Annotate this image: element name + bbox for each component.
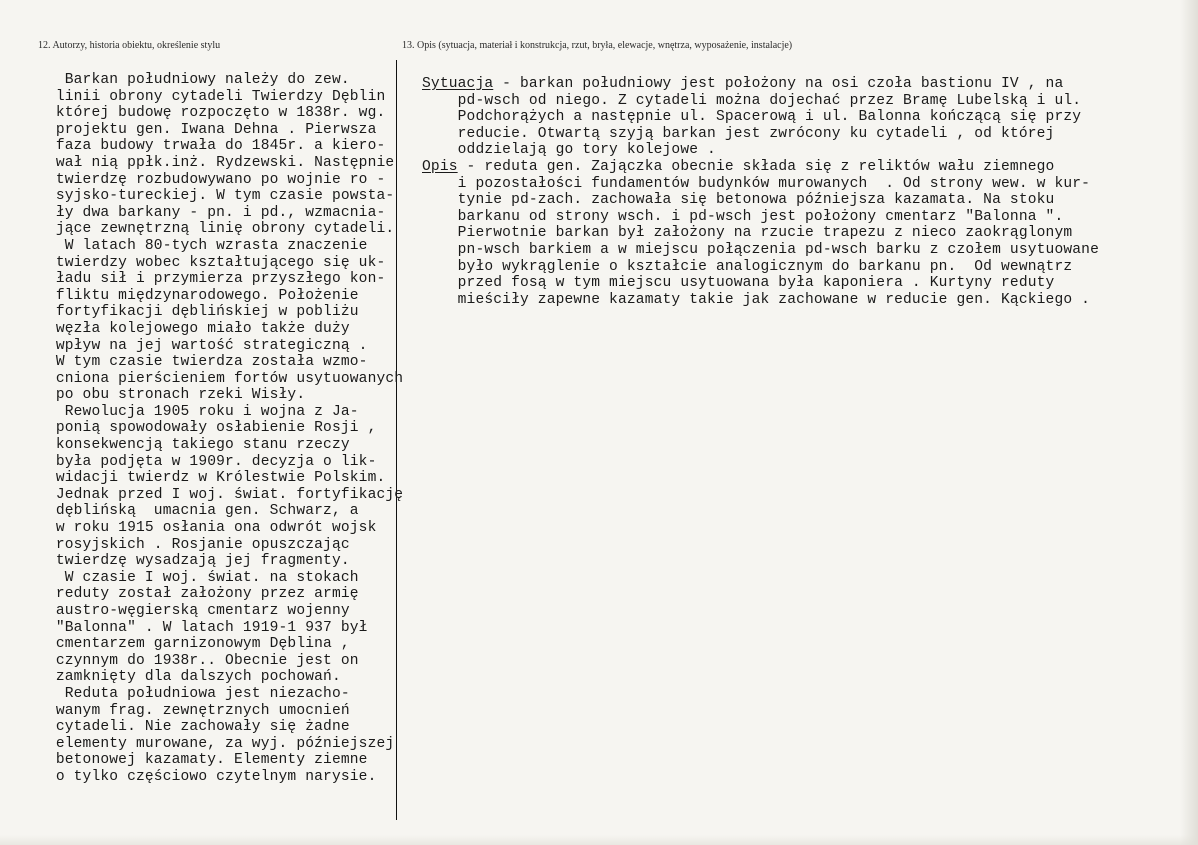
history-text-line: faza budowy trwała do 1845r. a kiero-: [38, 138, 386, 155]
history-text-line: czynnym do 1938r.. Obecnie jest on: [38, 652, 359, 669]
description-text-line: [422, 292, 1182, 309]
description-text-line: [422, 159, 1182, 176]
description-text: mieściły zapewne kazamaty takie jak zachowane w reducie gen. Kąckiego .: [422, 291, 1091, 308]
description-text-line: [422, 209, 1182, 226]
description-text: i pozostałości fundamentów budynków murowanych . Od strony wew. w kur-: [422, 175, 1091, 192]
description-text-line: [422, 192, 1182, 209]
description-text: - reduta gen. Zajączka obecnie składa się z reliktów wału ziemnego: [457, 158, 1055, 175]
history-text-line: "Balonna" . W latach 1919-1 937 był: [38, 619, 368, 636]
section-12-header: 12. Autorzy, historia obiektu, określenie stylu: [38, 40, 221, 51]
description-text-line: [422, 93, 1182, 110]
description-text-line: [422, 76, 1182, 93]
section-label: Opis: [422, 158, 458, 175]
history-text-line: której budowę rozpoczęto w 1838r. wg.: [38, 105, 386, 122]
history-text-line: W czasie I woj. świat. na stokach: [38, 569, 359, 586]
description-text: było wykrąglenie o kształcie analogicznym do barkanu pn. Od wewnątrz: [422, 258, 1073, 275]
history-text-line: ły dwa barkany - pn. i pd., wzmacnia-: [38, 204, 386, 221]
history-text-line: W tym czasie twierdza została wzmo-: [38, 354, 368, 371]
history-text-line: W latach 80-tych wzrasta znaczenie: [38, 237, 368, 254]
history-text-line: projektu gen. Iwana Dehna . Pierwsza: [38, 121, 377, 138]
description-text: tynie pd-zach. zachowała się betonowa późniejsza kazamata. Na stoku: [422, 192, 1055, 209]
history-text-line: reduty został założony przez armię: [38, 586, 359, 603]
description-text: barkanu od strony wsch. i pd-wsch jest położony cmentarz "Balonna ".: [422, 208, 1064, 225]
history-text-line: twierdzę rozbudowywano po wojnie ro -: [38, 171, 386, 188]
history-text-line: betonowej kazamaty. Elementy ziemne: [38, 752, 368, 769]
history-text-line: syjsko-tureckiej. W tym czasie powsta-: [38, 188, 395, 205]
history-text-line: była podjęta w 1909r. decyzja o lik-: [38, 453, 377, 470]
history-text-line: Jednak przed I woj. świat. fortyfikację: [38, 486, 404, 503]
description-text-line: [422, 242, 1182, 259]
history-text-line: fortyfikacji dęblińskiej w pobliżu: [38, 304, 359, 321]
history-text-line: fliktu międzynarodowego. Położenie: [38, 287, 359, 304]
section-13-header: 13. Opis (sytuacja, materiał i konstrukcja, rzut, bryła, elewacje, wnętrza, wyposażenie, instalacje): [402, 40, 793, 51]
history-text-line: w roku 1915 osłania ona odwrót wojsk: [38, 520, 377, 537]
description-text: Pierwotnie barkan był założony na rzucie trapezu z nieco zaokrąglonym: [422, 225, 1073, 242]
description-text: oddzielają go tory kolejowe .: [422, 142, 716, 159]
history-text-line: po obu stronach rzeki Wisły.: [38, 387, 306, 404]
description-text-column: [422, 76, 1182, 308]
history-text-line: ponią spowodowały osłabienie Rosji ,: [38, 420, 377, 437]
history-text-line: rosyjskich . Rosjanie opuszczając: [38, 536, 350, 553]
history-text-column: [38, 72, 404, 786]
description-text-line: [422, 225, 1182, 242]
history-text-line: austro-węgierską cmentarz wojenny: [38, 603, 350, 619]
description-text: Podchorążych a następnie ul. Spacerową i ul. Balonna kończącą się przy: [422, 109, 1082, 126]
description-text: pd-wsch od niego. Z cytadeli można dojechać przez Bramę Lubelską i ul.: [422, 92, 1082, 109]
history-text-line: Reduta południowa jest niezacho-: [38, 685, 350, 702]
description-text-line: [422, 275, 1182, 292]
history-text-line: cniona pierścieniem fortów usytuowanych: [38, 370, 404, 387]
history-text-line: cmentarzem garnizonowym Dęblina ,: [38, 636, 350, 653]
description-text: reducie. Otwartą szyją barkan jest zwrócony ku cytadeli , od której: [422, 125, 1055, 142]
description-text-line: [422, 109, 1182, 126]
history-text-line: widacji twierdz w Królestwie Polskim.: [38, 470, 386, 487]
history-text-line: dęblińską umacnia gen. Schwarz, a: [38, 503, 359, 520]
page-edge-shadow: [1180, 0, 1198, 845]
history-text-line: o tylko częściowo czytelnym narysie.: [38, 768, 377, 785]
history-text-line: jące zewnętrzną linię obrony cytadeli.: [38, 221, 395, 238]
history-text-line: konsekwencją takiego stanu rzeczy: [38, 437, 350, 454]
history-text-line: twierdzę wysadzają jej fragmenty.: [38, 553, 350, 570]
history-text-line: ładu sił i przymierza przyszłego kon-: [38, 271, 386, 288]
history-text-line: linii obrony cytadeli Twierdzy Dęblin: [38, 88, 386, 105]
history-text-line: Barkan południowy należy do zew.: [38, 72, 350, 88]
description-text: pn-wsch barkiem a w miejscu połączenia pd-wsch barku z czołem usytuowane: [422, 241, 1099, 258]
description-text: przed fosą w tym miejscu usytuowana była kaponiera . Kurtyny reduty: [422, 275, 1055, 292]
history-text-line: cytadeli. Nie zachowały się żadne: [38, 719, 350, 736]
history-text-line: węzła kolejowego miało także duży: [38, 320, 350, 337]
history-text-line: twierdzy wobec kształtującego się uk-: [38, 254, 386, 271]
description-text-line: [422, 259, 1182, 276]
history-text-line: wanym frag. zewnętrznych umocnień: [38, 702, 350, 719]
history-text-line: elementy murowane, za wyj. późniejszej: [38, 735, 395, 752]
description-text: - barkan południowy jest położony na osi czoła bastionu IV , na: [493, 76, 1064, 92]
description-text-line: [422, 142, 1182, 159]
history-text-line: zamknięty dla dalszych pochowań.: [38, 669, 341, 686]
description-text-line: [422, 176, 1182, 193]
page-bottom-shadow: [0, 835, 1198, 845]
description-text-line: [422, 126, 1182, 143]
history-text-line: wpływ na jej wartość strategiczną .: [38, 337, 368, 354]
history-text-line: wał nią ppłk.inż. Rydzewski. Następnie: [38, 154, 395, 171]
section-label: Sytuacja: [422, 76, 494, 92]
history-text-line: Rewolucja 1905 roku i wojna z Ja-: [38, 403, 359, 420]
